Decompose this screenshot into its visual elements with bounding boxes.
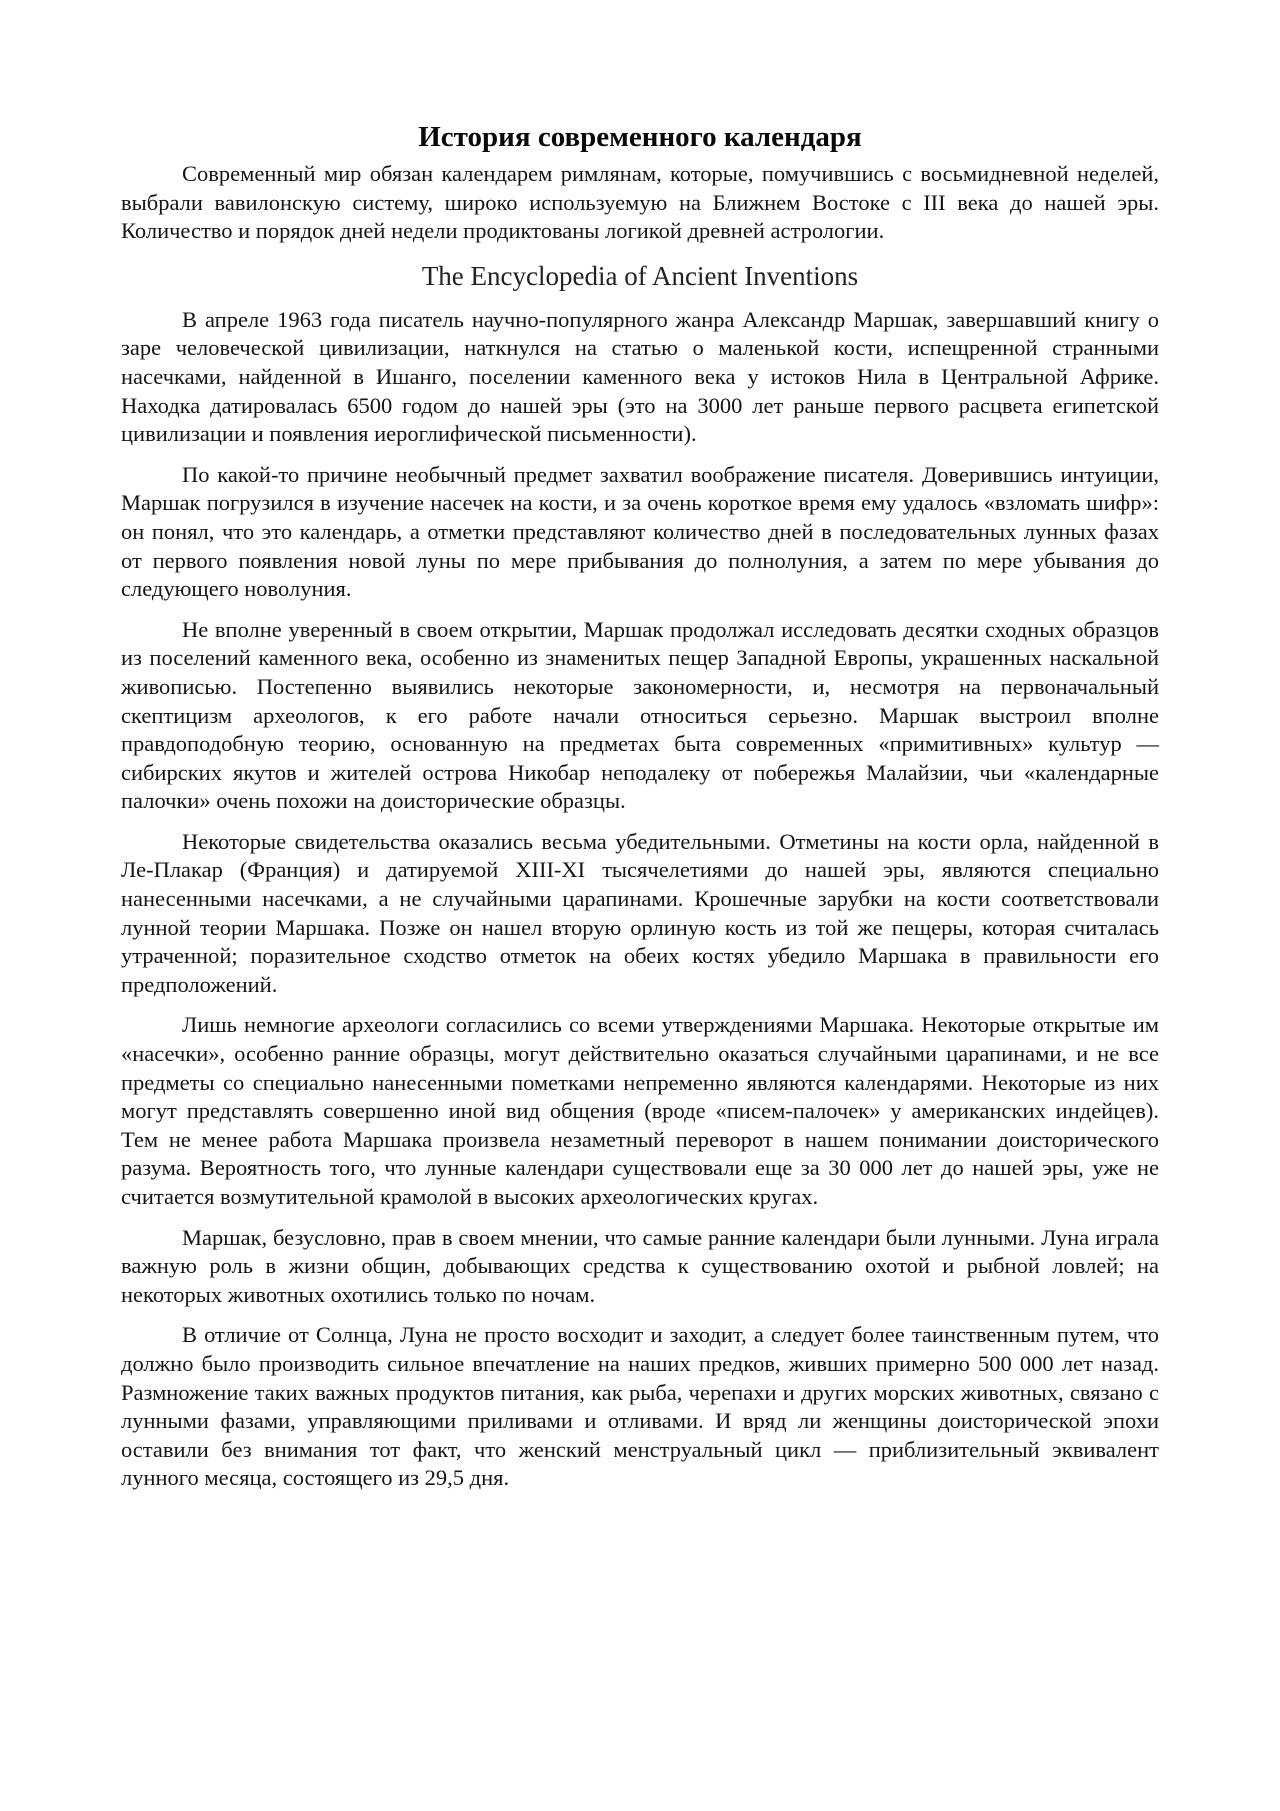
body-paragraph: Лишь немногие археологи согласились со всеми утверждениями Маршака. Некоторые открытые им «насечки», особенно ранние образцы, могут действительно оказаться случайными царапинами, и не все предметы со специально нанесенными пометками непременно являются календарями. Некоторые из них могут представлять совершенно иной вид общения (вроде «писем-палочек» у американских индейцев). Тем не менее работа Маршака произвела незаметный переворот в нашем понимании доисторического разума. Вероятность того, что лунные календари существовали еще за 30 000 лет до нашей эры, уже не считается возмутительной крамолой в высоких археологических кругах. [121, 1012, 1159, 1209]
body-paragraph: В апреле 1963 года писатель научно-популярного жанра Александр Маршак, завершавший книгу о заре человеческой цивилизации, наткнулся на статью о маленькой кости, испещренной странными насечками, найденной в Ишанго, поселении каменного века у истоков Нила в Центральной Африке. Находка датировалась 6500 годом до нашей эры (это на 3000 лет раньше первого расцвета египетской цивилизации и появления иероглифической письменности). [121, 306, 1159, 447]
intro-paragraph: Современный мир обязан календарем римлянам, которые, помучившись с восьмидневной неделей, выбрали вавилонскую систему, широко используемую на Ближнем Востоке с III века до нашей эры. Количество и порядок дней недели продиктованы логикой древней астрологии. [121, 161, 1159, 244]
source-subtitle: The Encyclopedia of Ancient Inventions [421, 260, 859, 291]
document-page [121, 120, 1159, 1505]
body-paragraph: По какой-то причине необычный предмет захватил воображение писателя. Доверившись интуиции, Маршак погрузился в изучение насечек на кости, и за очень короткое время ему удалось «взломать шифр»: он понял, что это календарь, а отметки представляют количество дней в последовательных лунных фазах от первого появления новой луны по мере прибывания до полнолуния, а затем по мере убывания до следующего новолуния. [121, 461, 1159, 602]
body-paragraph: В отличие от Солнца, Луна не просто восходит и заходит, а следует более таинственным путем, что должно было производить сильное впечатление на наших предков, живших примерно 500 000 лет назад. Размножение таких важных продуктов питания, как рыба, черепахи и других морских животных, связано с лунными фазами, управляющими приливами и отливами. И вряд ли женщины доисторической эпохи оставили без внимания тот факт, что женский менструальный цикл — приблизительный эквивалент лунного месяца, состоящего из 29,5 дня. [121, 1322, 1159, 1491]
body-paragraph: Маршак, безусловно, прав в своем мнении, что самые ранние календари были лунными. Луна играла важную роль в жизни общин, добывающих средства к существованию охотой и рыбной ловлей; на некоторых животных охотились только по ночам. [121, 1224, 1159, 1307]
document-title: История современного календаря [418, 121, 862, 153]
body-paragraph: Не вполне уверенный в своем открытии, Маршак продолжал исследовать десятки сходных образцов из поселений каменного века, особенно из знаменитых пещер Западной Европы, украшенных наскальной живописью. Постепенно выявились некоторые закономерности, и, несмотря на первоначальный скептицизм археологов, к его работе начали относиться серьезно. Маршак выстроил вполне правдоподобную теорию, основанную на предметах быта современных «примитивных» культур — сибирских якутов и жителей острова Никобар неподалеку от побережья Малайзии, чьи «календарные палочки» очень похожи на доисторические образцы. [121, 616, 1159, 814]
body-paragraph: Некоторые свидетельства оказались весьма убедительными. Отметины на кости орла, найденной в Ле-Плакар (Франция) и датируемой XIII-XI тысячелетиями до нашей эры, являются специально нанесенными насечками, а не случайными царапинами. Крошечные зарубки на кости соответствовали лунной теории Маршака. Позже он нашел вторую орлиную кость из той же пещеры, которая считалась утраченной; поразительное сходство отметок на обеих костях убедило Маршака в правильности его предположений. [121, 828, 1159, 997]
